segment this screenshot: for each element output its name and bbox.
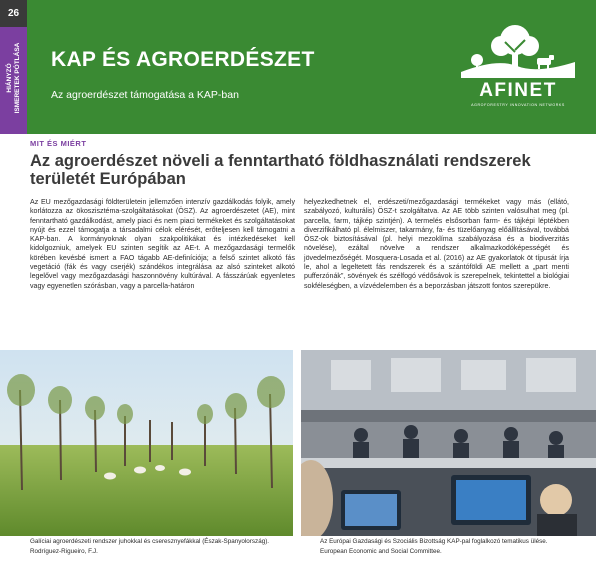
article-column-left: Az EU mezőgazdasági földterületein jellemzően intenzív gazdálkodás folyik, amely korlátozza az ökoszisztéma-szolgáltatásokat (ÖSZ). Az agroerdészetet (AE), mint fenntartható gazdálkodást, amely piaci és nem piaci termékeket és szolgáltatásokat nyújt és ezzel támogatja a társadalmi célok elérését, erőteljesen kell támogatni a KAP-ban. A kormányoknak olyan szakpolitikákat és intézkedéseket kell kidolgozniuk, amelyek EU szinten segítik az AE-t. A mezőgazdasági termelők körében kevésbé ismert a FAO tágabb AE-definíciója; a felső szintet alkotó fás vegetáció (fák és vagy cserjék) szándékos integrálása az alsó szinteket alkotó legelővel vagy mezőgazdasági haszonnövény kultúrával. A fásszárúak egyenletes vagy egyenetlen szórásban, vagy a parcella-határon [30,198,295,290]
logo-wordmark: AFINET [479,80,557,101]
orchard-sheep-photo [0,350,293,536]
banner-title: KAP ÉS AGROERDÉSZET [51,48,315,71]
header-banner [27,0,596,134]
caption-left-text: Galíciai agroerdészeti rendszer juhokkal és cseresznyefákkal (Észak-Spanyolország). [30,538,270,545]
photo-caption-right [320,538,580,555]
section-tab-label [1,28,26,128]
section-tab-line-2: ISMERETEK PÓTLÁSA [13,42,21,114]
article-kicker: MIT ÉS MIÉRT [30,139,87,148]
article-headline: Az agroerdészet növeli a fenntartható földhasználati rendszerek területét Európában [30,152,531,188]
article-column-right: helyezkedhetnek el, erdészeti/mezőgazdasági termékeket vagy más (ellátó, szabályozó, kulturális) ÖSZ-t szolgáltatva. Az AE több szinten valósulhat meg (pl. parcella, farm, tájkép szintjén). A termelés elsősorban farm- és tájképi léptékben diverzifikálható pl. élelmiszer, takarmány, fa- és tüzelőanyag előállításával, továbbá ÖSZ-ok biztosításával (pl. helyi mezoklíma szabályozása és a biodiverzitás növelése), ezáltal növelve a rendszer alkalmazkodóképességét és jövedelmezőségét. Mosquera-Losada et al. (2016) az AE gyakorlatok öt típusát írja le, ahol a legeltetett fás rendszerek és a szántóföldi AE mellett a „part menti pufferzónák”, sövények és szélfogó védősávok is szerepelnek, tekintettel a biológiai sokféleségben, a vízvédelemben és a beporzásban játszott fontos szerepükre. [304,198,569,290]
caption-left-credit: Rodríguez-Rigueiro, F.J. [30,547,98,555]
committee-meeting-photo [301,350,596,536]
afinet-logo [457,22,579,112]
afinet-logo-graphic [457,22,579,78]
photo-caption-left [30,538,280,555]
banner-subtitle: Az agroerdészet támogatása a KAP-ban [51,89,239,101]
section-tab-line-1: HIÁNYZÓ [5,63,13,93]
caption-right-credit: European Economic and Social Committee. [320,547,442,555]
page-number: 26 [0,0,27,27]
caption-right-text: Az Európai Gazdasági és Szociális Bizottság KAP-pal foglalkozó tematikus ülése. [320,538,548,545]
logo-tagline: AGROFORESTRY INNOVATION NETWORKS [471,103,565,107]
